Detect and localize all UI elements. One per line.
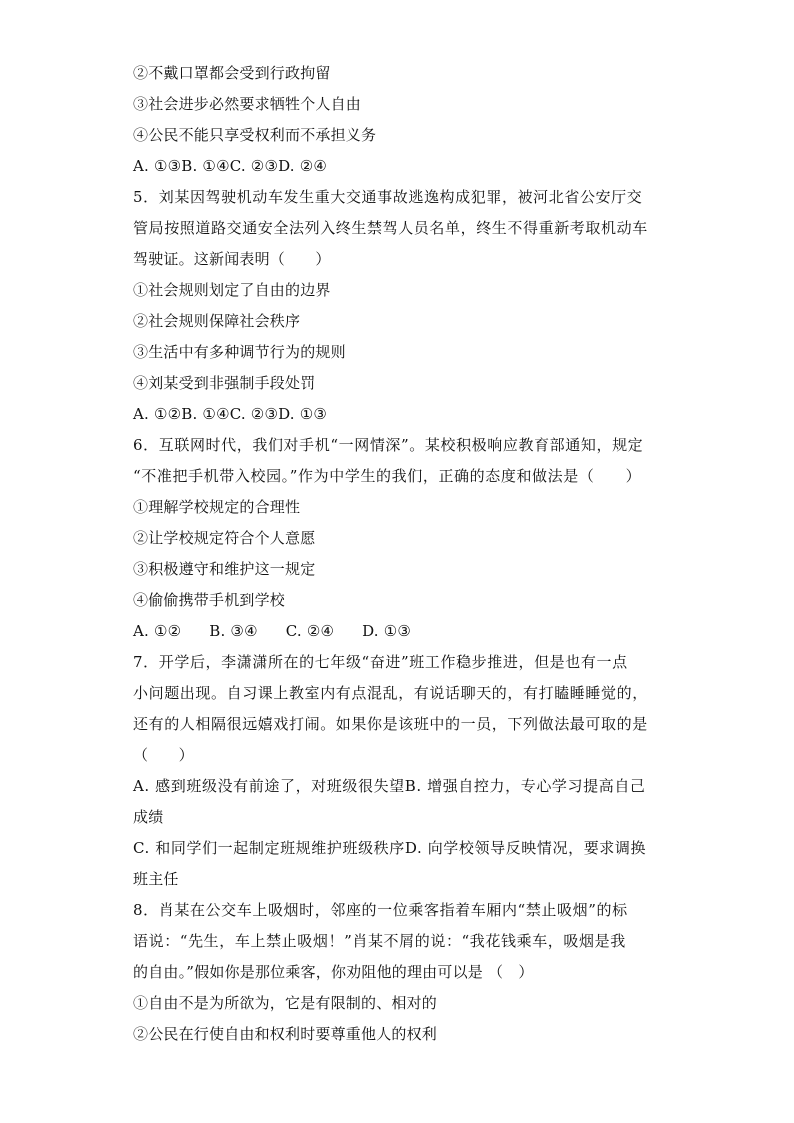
answer-choices: 成绩 xyxy=(133,808,164,826)
option-line: ①自由不是为所欲为，它是有限制的、相对的 xyxy=(133,994,438,1012)
question-5-text: 管局按照道路交通安全法列入终生禁驾人员名单，终生不得重新考取机动车 xyxy=(133,219,648,237)
option-line: ②公民在行使自由和权利时要尊重他人的权利 xyxy=(133,1025,438,1043)
answer-choices: 班主任 xyxy=(133,870,179,888)
answer-choices: A. ①②B. ①④C. ②③D. ①③ xyxy=(133,405,328,423)
option-line: ②社会规则保障社会秩序 xyxy=(133,312,301,330)
question-5-text: 驾驶证。这新闻表明（ ） xyxy=(133,250,331,268)
option-line: ④刘某受到非强制手段处罚 xyxy=(133,374,316,392)
option-line: ④公民不能只享受权利而不承担义务 xyxy=(133,126,377,144)
choice-b: B. ③④ xyxy=(209,622,258,640)
option-line: ③生活中有多种调节行为的规则 xyxy=(133,343,346,361)
question-7-text: 7．开学后，李潇潇所在的七年级“奋进”班工作稳步推进，但是也有一点 xyxy=(133,653,628,671)
option-line: ②让学校规定符合个人意愿 xyxy=(133,529,316,547)
answer-choices: C. 和同学们一起制定班规维护班级秩序D. 向学校领导反映情况，要求调换 xyxy=(133,839,647,857)
question-7-text: 还有的人相隔很远嬉戏打闹。如果你是该班中的一员，下列做法最可取的是 xyxy=(133,715,648,733)
question-8-text: 的自由。”假如你是那位乘客，你劝阻他的理由可以是 （ ） xyxy=(133,963,534,981)
option-line: ①理解学校规定的合理性 xyxy=(133,498,301,516)
question-8-text: 8．肖某在公交车上吸烟时，邻座的一位乘客指着车厢内“禁止吸烟”的标 xyxy=(133,901,628,919)
question-8-text: 语说：“先生，车上禁止吸烟！”肖某不屑的说：“我花钱乘车，吸烟是我 xyxy=(133,932,626,950)
option-line: ④偷偷携带手机到学校 xyxy=(133,591,286,609)
option-line: ③积极遵守和维护这一规定 xyxy=(133,560,316,578)
choice-a: A. ①② xyxy=(133,622,182,640)
option-line: ②不戴口罩都会受到行政拘留 xyxy=(133,64,331,82)
question-5-text: 5．刘某因驾驶机动车发生重大交通事故逃逸构成犯罪，被河北省公安厅交 xyxy=(133,188,643,206)
option-line: ③社会进步必然要求牺牲个人自由 xyxy=(133,95,362,113)
question-6-text: 6．互联网时代，我们对手机“一网情深”。某校积极响应教育部通知，规定 xyxy=(133,436,644,454)
answer-choices: A. ①③B. ①④C. ②③D. ②④ xyxy=(133,157,328,175)
question-content xyxy=(133,58,663,1050)
answer-choices: A. 感到班级没有前途了，对班级很失望B. 增强自控力，专心学习提高自己 xyxy=(133,777,646,795)
question-7-text: （ ） xyxy=(133,746,194,764)
answer-choices xyxy=(133,616,663,647)
choice-c: C. ②④ xyxy=(285,622,335,640)
choice-d: D. ①③ xyxy=(362,622,412,640)
option-line: ①社会规则划定了自由的边界 xyxy=(133,281,331,299)
question-7-text: 小问题出现。自习课上教室内有点混乱，有说话聊天的，有打瞌睡睡觉的， xyxy=(133,684,648,702)
question-6-text: “不准把手机带入校园。”作为中学生的我们，正确的态度和做法是（ ） xyxy=(133,467,642,485)
